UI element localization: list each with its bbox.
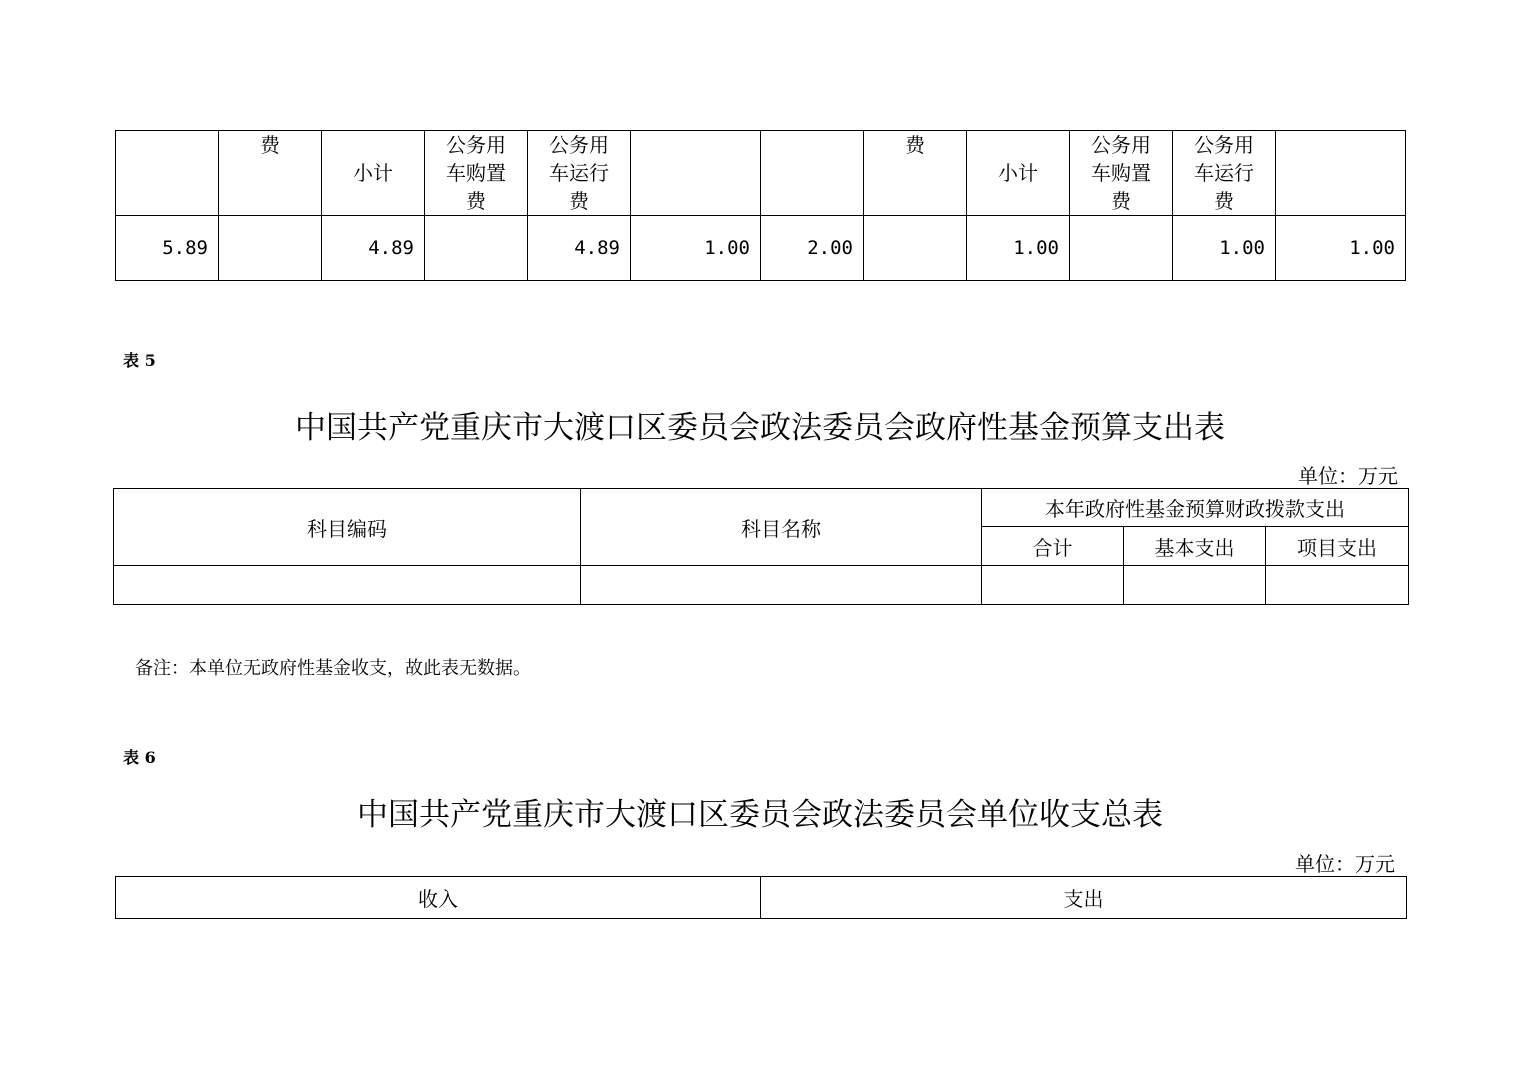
table4-value-cell: 2.00 — [761, 216, 864, 281]
table5-header-project: 项目支出 — [1266, 527, 1409, 566]
table4-header-cell — [967, 131, 1070, 216]
table4-header-label: 公务用车购置费 — [1091, 133, 1151, 213]
table5-cell — [1266, 566, 1409, 605]
table4-header-cell — [425, 131, 528, 216]
table5-note: 备注：本单位无政府性基金收支，故此表无数据。 — [135, 658, 531, 679]
table5-header-code: 科目编码 — [114, 489, 581, 566]
table4-header-row — [116, 131, 1406, 216]
table4-header-cell — [322, 131, 425, 216]
table5-header-basic: 基本支出 — [1124, 527, 1266, 566]
table4-continuation — [115, 130, 1406, 281]
table5 — [113, 488, 1409, 605]
table4-value-cell: 1.00 — [1173, 216, 1276, 281]
table4-value-cell: 1.00 — [631, 216, 761, 281]
table6-title: 中国共产党重庆市大渡口区委员会政法委员会单位收支总表 — [357, 797, 1163, 833]
table4-value-cell — [1070, 216, 1173, 281]
table6-header-income: 收入 — [116, 877, 761, 919]
table5-header-row — [114, 489, 1409, 527]
table5-header-name: 科目名称 — [581, 489, 982, 566]
table4-header-cell — [864, 131, 967, 216]
table4-header-cell — [761, 131, 864, 216]
table5-tag: 表 5 — [123, 351, 156, 370]
table4-value-cell — [864, 216, 967, 281]
table5-empty-row — [114, 566, 1409, 605]
table4-header-label: 小计 — [353, 161, 393, 185]
table6-tag: 表 6 — [123, 748, 156, 767]
table4-value-cell: 1.00 — [967, 216, 1070, 281]
table4-header-label: 公务用车运行费 — [549, 133, 609, 213]
table6-header-expense: 支出 — [761, 877, 1407, 919]
table4-header-label: 公务用车购置费 — [446, 133, 506, 213]
table4-value-cell: 5.89 — [116, 216, 219, 281]
table4-value-cell: 4.89 — [528, 216, 631, 281]
table4-header-cell — [219, 131, 322, 216]
table4-value-cell — [219, 216, 322, 281]
table4-value-cell — [425, 216, 528, 281]
table4-header-cell — [528, 131, 631, 216]
table5-unit: 单位：万元 — [1298, 464, 1398, 488]
table6 — [115, 876, 1407, 919]
table4-header-cell — [116, 131, 219, 216]
table4-value-cell: 1.00 — [1276, 216, 1406, 281]
table5-cell — [982, 566, 1124, 605]
table5-cell — [1124, 566, 1266, 605]
table5-title: 中国共产党重庆市大渡口区委员会政法委员会政府性基金预算支出表 — [295, 410, 1225, 446]
table4-header-label: 费 — [260, 133, 280, 157]
table6-header-row — [116, 877, 1407, 919]
table4-value-cell: 4.89 — [322, 216, 425, 281]
table4-header-label: 小计 — [998, 161, 1038, 185]
table4-header-cell — [1070, 131, 1173, 216]
table5-cell — [114, 566, 581, 605]
table5-header-group: 本年政府性基金预算财政拨款支出 — [982, 489, 1409, 527]
table5-header-total: 合计 — [982, 527, 1124, 566]
table6-unit: 单位：万元 — [1295, 852, 1395, 876]
table4-value-row — [116, 216, 1406, 281]
table4-header-cell — [1276, 131, 1406, 216]
table4-header-cell — [1173, 131, 1276, 216]
table5-cell — [581, 566, 982, 605]
table4-header-cell — [631, 131, 761, 216]
table4-header-label: 费 — [905, 133, 925, 157]
table4-header-label: 公务用车运行费 — [1194, 133, 1254, 213]
